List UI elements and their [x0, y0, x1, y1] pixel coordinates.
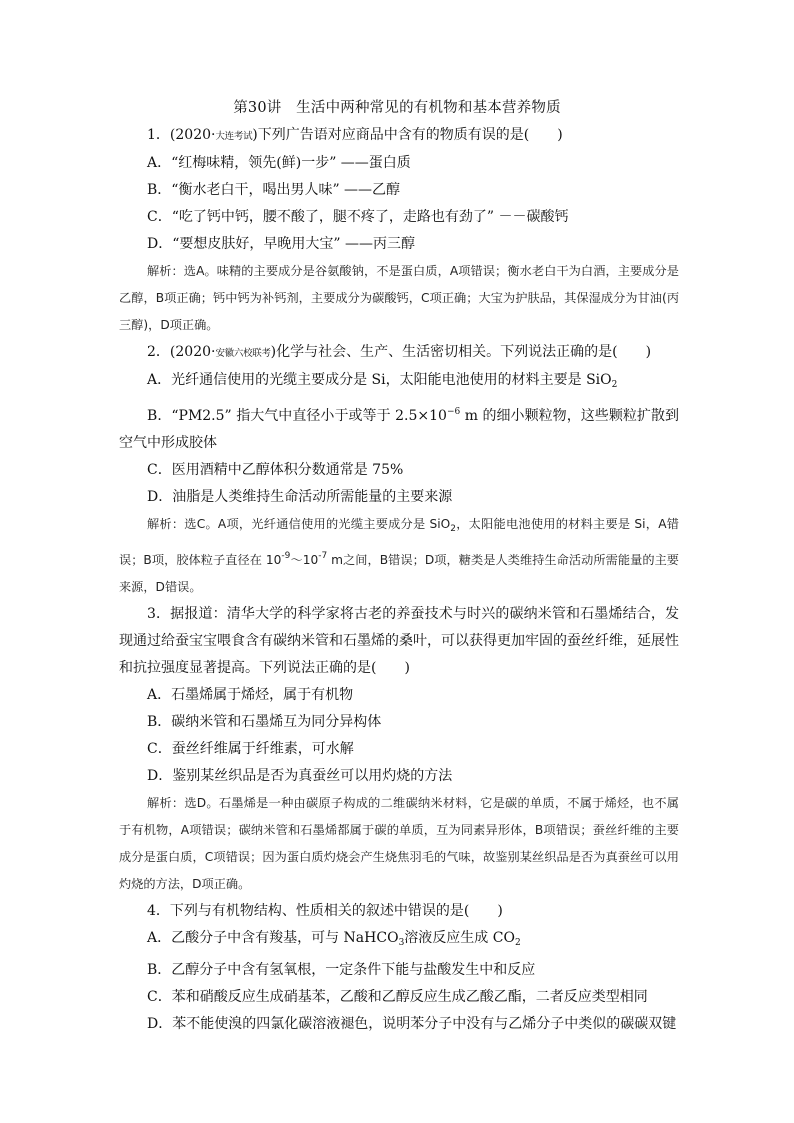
question-2-option-c: C．医用酒精中乙醇体积分数通常是 75%: [147, 462, 404, 478]
question-2-analysis: 解析：选C。A项，光纤通信使用的光缆主要成分是 SiO$_2$，太阳能电池使用的材料主要是 Si，A错误；B项，胶体粒子直径在 $10^{-9}\sim 10^{-7}$ m之间，B错误；D项，糖类是人类维持生命活动所需能量的主要来源，D错误。: [119, 517, 679, 594]
question-4-option-d: D．苯不能使溴的四氯化碳溶液褪色，说明苯分子中没有与乙烯分子中类似的碳碳双键: [147, 1016, 677, 1032]
question-1-source: 大连考试: [215, 131, 253, 142]
question-2-stem: 2．(2020·安徽六校联考)化学与社会、生产、生活密切相关。下列说法正确的是( ): [147, 344, 652, 360]
question-4-option-a: A．乙酸分子中含有羧基，可与 NaHCO$_3$溶液反应生成 $CO_2$: [147, 930, 521, 948]
page-title: 第30讲 生活中两种常见的有机物和基本营养物质: [233, 100, 561, 116]
question-1-analysis: 解析：选A。味精的主要成分是谷氨酸钠，不是蛋白质，A项错误；衡水老白干为白酒，主要成分是乙醇，B项正确；钙中钙为补钙剂，主要成分为碳酸钙，C项正确；大宝为护肤品，其保湿成分为甘油(丙三醇)，D项正确。: [119, 264, 679, 332]
question-2-option-d: D．油脂是人类维持生命活动所需能量的主要来源: [147, 489, 453, 505]
question-3-stem: 3．据报道：清华大学的科学家将古老的养蚕技术与时兴的碳纳米管和石墨烯结合，发现通过给蚕宝宝喂食含有碳纳米管和石墨烯的桑叶，可以获得更加牢固的蚕丝纤维，延展性和抗拉强度显著提高。下列说法正确的是( ): [119, 606, 679, 676]
question-3-option-b: B．碳纳米管和石墨烯互为同分异构体: [147, 714, 382, 730]
question-1-option-c: C．“吃了钙中钙，腰不酸了，腿不疼了，走路也有劲了” －－碳酸钙: [147, 209, 569, 225]
question-3-option-a: A．石墨烯属于烯烃，属于有机物: [147, 687, 354, 703]
question-4-option-b: B．乙醇分子中含有氢氧根，一定条件下能与盐酸发生中和反应: [147, 962, 536, 978]
question-4-stem: 4．下列与有机物结构、性质相关的叙述中错误的是( ): [147, 903, 503, 919]
question-2-option-b: B．“PM2.5” 指大气中直径小于或等于 $2.5\times 10^{-6}$ m 的细小颗粒物，这些颗粒扩散到空气中形成胶体: [119, 407, 679, 451]
question-3-option-c: C．蚕丝纤维属于纤维素，可水解: [147, 741, 354, 757]
question-4-option-c: C．苯和硝酸反应生成硝基苯，乙酸和乙醇反应生成乙酸乙酯，二者反应类型相同: [147, 989, 648, 1005]
question-3-analysis: 解析：选D。石墨烯是一种由碳原子构成的二维碳纳米材料，它是碳的单质，不属于烯烃，也不属于有机物，A项错误；碳纳米管和石墨烯都属于碳的单质，互为同素异形体，B项错误；蚕丝纤维的主要成分是蛋白质，C项错误；因为蛋白质灼烧会产生烧焦羽毛的气味，故鉴别某丝织品是否为真蚕丝可以用灼烧的方法，D项正确。: [119, 796, 679, 891]
question-1-option-a: A．“红梅味精，领先(鲜)一步” ——蛋白质: [147, 155, 411, 171]
question-1-option-b: B．“衡水老白干，喝出男人味” ——乙醇: [147, 182, 401, 198]
content-body: [119, 122, 679, 1038]
question-2-source: 安徽六校联考: [215, 348, 271, 359]
question-1-stem: 1．(2020·大连考试)下列广告语对应商品中含有的物质有误的是( ): [147, 127, 563, 143]
question-2-option-a: A．光纤通信使用的光缆主要成分是 Si，太阳能电池使用的材料主要是 SiO$_2$: [147, 372, 618, 390]
question-3-option-d: D．鉴别某丝织品是否为真蚕丝可以用灼烧的方法: [147, 768, 453, 784]
question-1-option-d: D．“要想皮肤好，早晚用大宝” ——丙三醇: [147, 236, 415, 252]
